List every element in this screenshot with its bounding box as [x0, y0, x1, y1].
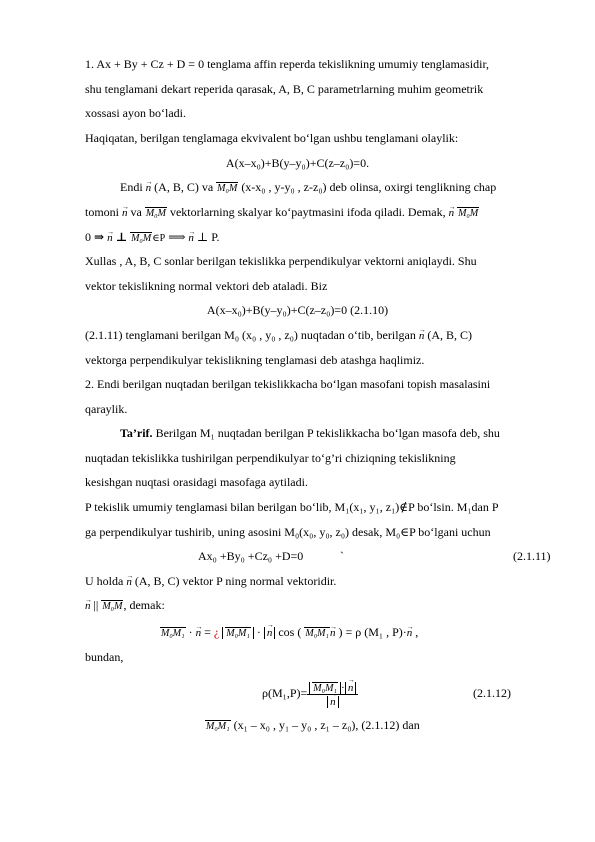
equation-distance: [262, 674, 358, 712]
vector-m0m1-symbol: M₀M₁: [226, 628, 250, 639]
definition-line-1: [120, 426, 500, 440]
vector-m0m-symbol: M₀M: [145, 208, 166, 219]
normal-vector-symbol: → n: [107, 232, 113, 244]
text: (x-x₀ , y-y₀ , z-z₀) deb olinsa, oxirgi tenglikning chap: [241, 180, 497, 194]
para-4-line-1: Xullas , A, B, C sonlar berilgan tekislikka perpendikulyar vektorni aniqlaydi. Shu: [85, 254, 477, 268]
equation-number: (2.1.12): [473, 686, 511, 700]
equation-plane: A(x–x₀)+B(y–y₀)+C(z–z₀)=0.: [225, 156, 370, 170]
text: U holda: [85, 574, 124, 588]
norm-n: [345, 682, 357, 694]
normal-vector-symbol: → n: [330, 627, 336, 639]
normal-vector-symbol: → n: [85, 600, 91, 612]
normal-vector-symbol: → n: [126, 576, 132, 588]
normal-vector-symbol: → n: [196, 627, 202, 639]
definition-line-3: kesishgan nuqtasi orasidagi masofaga aytiladi.: [85, 475, 308, 489]
definition-line-2: nuqtadan tekislikka tushirilgan perpendikulyar to‘g’ri chiziqning tekislikning: [85, 451, 456, 465]
equals-symbol: =: [204, 625, 211, 639]
para-6-line-1: 2. Endi berilgan nuqtadan berilgan tekislikkacha bo‘lgan masofani topish masalasini: [85, 377, 491, 391]
normal-vector-symbol: → n: [449, 207, 455, 219]
question-mark-symbol: ¿: [213, 625, 220, 639]
normal-vector-symbol: → n: [188, 232, 194, 244]
para-8-line-1: [85, 574, 336, 589]
para-1-line-3: xossasi ayon bo‘ladi.: [85, 106, 186, 120]
para-3-line-1: [120, 180, 496, 195]
text: (A, B, C) vektor P ning normal vektoridir.: [134, 574, 337, 588]
para-5-line-1: [85, 328, 472, 343]
para-4-line-2: vektor tekislikning normal vektori deb ataladi. Biz: [85, 279, 328, 293]
fraction-denominator: [307, 695, 358, 708]
vector-m0m1-symbol: M₀M₁: [305, 628, 329, 639]
para-1-line-2: shu tenglamani dekart reperida qarasak, A, B, C parametrlarning muhim geometrik: [85, 82, 484, 96]
equation-dot-product: [160, 625, 418, 640]
vector-m0m1-symbol: M₀M₁: [161, 628, 185, 639]
implies-symbol: ⇒: [94, 230, 105, 244]
text: ∈P: [152, 233, 166, 244]
vector-m0m-symbol: M₀M: [102, 601, 123, 612]
normal-vector-symbol: → n: [348, 682, 354, 694]
para-8-line-2: [85, 598, 165, 613]
text: tomoni: [85, 205, 120, 219]
perpendicular-symbol: ⊥: [196, 230, 209, 244]
distance-fraction: [307, 681, 358, 708]
norm-m0m1: [222, 627, 254, 639]
vector-m0m-symbol: M₀M: [131, 233, 152, 244]
text: ρ(M₁,P)=: [262, 686, 308, 700]
long-implies-symbol: ⟹: [168, 230, 186, 244]
para-1-line-1: 1. Ax + By + Cz + D = 0 tenglama affin reperda tekislikning umumiy tenglamasidir,: [85, 57, 489, 71]
stray-mark: `: [340, 549, 344, 563]
perpendicular-symbol: ⊥: [115, 230, 128, 244]
text: va: [130, 205, 142, 219]
vector-m0m1-symbol: M₀M₁: [206, 721, 230, 732]
vector-m0m-symbol: M₀M: [217, 183, 238, 194]
text: 0: [85, 230, 91, 244]
text: (x₁ – x₀ , y₁ – y₀ , z₁ – z₀), (2.1.12) dan: [233, 718, 420, 732]
vector-m0m1-symbol: M₀M₁: [313, 682, 337, 694]
last-line: [205, 718, 420, 732]
normal-vector-symbol: → n: [146, 182, 152, 194]
equation-point-on-plane: Ax₀ +By₀ +Cz₀ +D=0: [198, 549, 304, 563]
normal-vector-symbol: → n: [122, 207, 128, 219]
dot-symbol: ·: [256, 625, 261, 639]
para-2-line-1: Haqiqatan, berilgan tenglamaga ekvivalent bo‘lgan ushbu tenglamani olaylik:: [85, 131, 459, 145]
text: P.: [211, 230, 220, 244]
text: (A, B, C) va: [154, 180, 214, 194]
para-5-line-2: vektorga perpendikulyar tekislikning tenglamasi deb atashga haqlimiz.: [85, 353, 425, 367]
bundan-line: bundan,: [85, 650, 124, 664]
text: ,: [415, 625, 419, 639]
definition-label: Ta’rif.: [120, 426, 153, 440]
para-7-line-2: ga perpendikulyar tushirib, uning asosini M₀(x₀, y₀, z₀) desak, M₀∈P bo‘lgani uchun: [85, 525, 491, 539]
text: ) = ρ (M₁ , P)·: [338, 625, 407, 639]
para-7-line-1: P tekislik umumiy tenglamasi bilan berilgan bo‘lib, M₁(x₁, y₁, z₁)∉P bo‘lsin. M₁dan P: [85, 500, 499, 514]
text: Berilgan M₁ nuqtadan berilgan P tekislikkacha bo‘lgan masofa deb, shu: [155, 426, 500, 440]
text: Endi: [120, 180, 143, 194]
para-3-line-3: [85, 230, 220, 246]
equation-number: (2.1.11): [513, 549, 551, 563]
normal-vector-symbol: → n: [407, 627, 413, 639]
para-6-line-2: qaraylik.: [85, 402, 128, 416]
text: (A, B, C): [427, 328, 473, 342]
text: , demak:: [123, 598, 165, 612]
dot-symbol: ·: [340, 679, 345, 694]
norm-n: [264, 627, 276, 639]
dot-symbol: ·: [188, 625, 193, 639]
normal-vector-symbol: → n: [330, 696, 336, 708]
text: (2.1.11) tenglamani berilgan M₀ (x₀ , y₀ , z₀) nuqtadan o‘tib, berilgan: [85, 328, 416, 342]
para-3-line-2: [85, 205, 479, 220]
text: vektorlarning skalyar ko‘paytmasini ifoda qiladi. Demak,: [169, 205, 446, 219]
normal-vector-symbol: → n: [267, 627, 273, 639]
norm-n: [327, 696, 339, 708]
equation-2-1-10: A(x–x₀)+B(y–y₀)+C(z–z₀)=0 (2.1.10): [206, 303, 389, 317]
normal-vector-symbol: → n: [419, 330, 425, 342]
parallel-symbol: ||: [93, 598, 99, 612]
text: cos (: [278, 625, 302, 639]
vector-m0m-symbol: M₀M: [458, 208, 479, 219]
